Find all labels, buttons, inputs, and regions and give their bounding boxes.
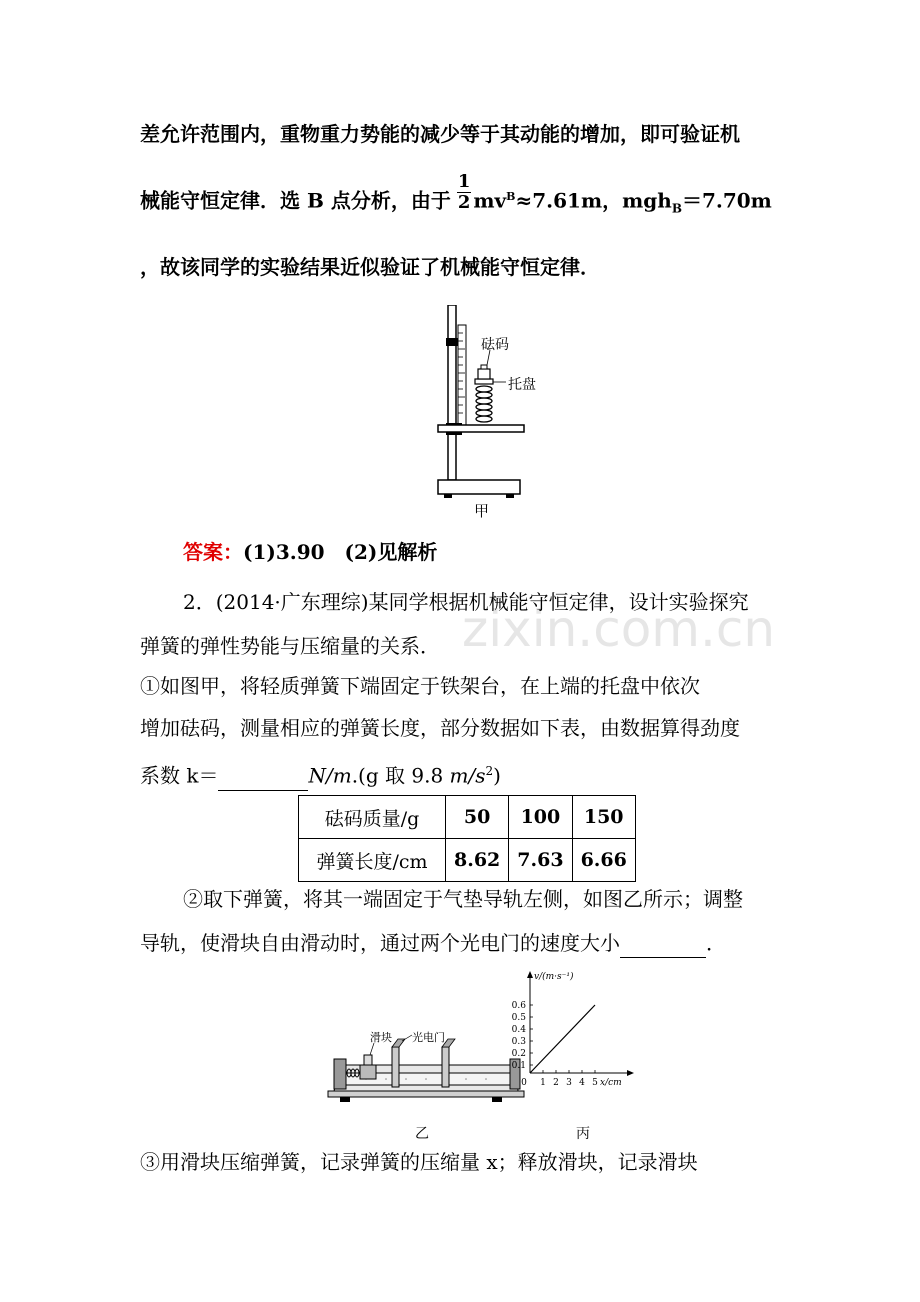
y-tick-labels [512, 1001, 527, 1071]
table-cell: 砝码质量/g [299, 796, 446, 839]
y-tick-label: 0.5 [511, 1013, 526, 1023]
y-tick-label: 0.6 [511, 1001, 526, 1011]
q2-line1: 2．(2014·广东理综)某同学根据机械能守恒定律，设计实验探究 [183, 590, 749, 614]
label-weight: 砝码 [481, 337, 509, 353]
q2-step3-line1: ③用滑块压缩弹簧，记录弹簧的压缩量 x；释放滑块，记录滑块 [140, 1150, 698, 1174]
para-top-line3: ，故该同学的实验结果近似验证了机械能守恒定律． [140, 255, 600, 279]
table-cell: 150 [572, 796, 635, 839]
caption-bing: 丙 [576, 1126, 590, 1142]
caption-jia: 甲 [474, 502, 490, 520]
x-tick-label: 0 [521, 1078, 527, 1088]
answer-line [183, 538, 437, 566]
table-cell: 8.62 [446, 839, 509, 882]
para-top-line1: 差允许范围内，重物重力势能的减少等于其动能的增加，即可验证机 [140, 122, 740, 146]
photogate-2 [442, 1047, 449, 1087]
table-row [299, 839, 636, 882]
photogate-1 [392, 1047, 399, 1087]
x-tick-label: 2 [553, 1078, 559, 1088]
figure-bing-vx-graph [510, 965, 640, 1115]
q2-step1-line2: 增加砝码，测量相应的弹簧长度，部分数据如下表，由数据算得劲度 [140, 716, 740, 740]
label-tray: 托盘 [508, 377, 536, 393]
q2-step2-line1: ②取下弹簧，将其一端固定于气垫导轨左侧，如图乙所示；调整 [183, 887, 743, 911]
x-tick-label: 3 [566, 1078, 572, 1088]
left-end-block [334, 1059, 346, 1089]
y-tick-label: 0.1 [511, 1061, 526, 1071]
table-cell: 7.63 [509, 839, 572, 882]
stand-arm [438, 425, 524, 432]
table-cell: 100 [509, 796, 572, 839]
watermark: zixin.com.cn [462, 600, 776, 658]
y-axis-label: v/(m·s⁻¹) [534, 972, 574, 982]
para-top-line2: 械能守恒定律．选 B 点分析，由于 $\frac{1}{2}$ $mv^B\approx 7.61m$，mgh$_B$＝7.70m [140, 170, 772, 216]
x-tick-labels [521, 1078, 598, 1088]
label-photogate: 光电门 [412, 1031, 445, 1044]
table-cell: 弹簧长度/cm [299, 839, 446, 882]
q2-step2-line2: 导轨，使滑块自由滑动时，通过两个光电门的速度大小 ． [140, 929, 726, 958]
caption-yi: 乙 [415, 1126, 429, 1142]
y-tick-label: 0.2 [511, 1049, 526, 1059]
weight-block [478, 369, 490, 379]
clamp-upper [446, 338, 458, 346]
label-slider: 滑块 [370, 1031, 392, 1044]
y-tick-label: 0.4 [511, 1025, 526, 1035]
y-tick-label: 0.3 [511, 1037, 526, 1047]
track-base [328, 1091, 524, 1097]
stand-base [438, 480, 520, 494]
x-tick-label: 1 [540, 1078, 546, 1088]
table-cell: 50 [446, 796, 509, 839]
answer-blank-speed[interactable] [620, 929, 706, 958]
spring [476, 386, 492, 422]
answer-text: (1)3.90 (2)见解析 [243, 540, 438, 564]
answer-label: 答案： [183, 540, 243, 564]
table-cell: 6.66 [572, 839, 635, 882]
x-tick-label: 5 [592, 1078, 598, 1088]
q2-step1-line1: ①如图甲，将轻质弹簧下端固定于铁架台，在上端的托盘中依次 [140, 674, 700, 698]
para-top-line2-text: 械能守恒定律．选 B 点分析，由于 [140, 188, 451, 213]
ruler [458, 325, 466, 425]
table-row [299, 796, 636, 839]
q2-step1-line3: 系数 k＝ N/m.(g 取 9.8 $m/s^2$) [140, 757, 501, 791]
slider-block [360, 1065, 376, 1079]
stand-pole [448, 305, 456, 480]
q2-line2: 弹簧的弹性势能与压缩量的关系． [140, 634, 440, 658]
x-tick-label: 4 [579, 1078, 585, 1088]
tray [475, 379, 493, 384]
spring-data-table [298, 795, 636, 882]
data-line [530, 1005, 595, 1073]
fraction-one-half: $\frac{1}{2}$ [457, 170, 471, 213]
answer-blank-k[interactable] [218, 762, 308, 791]
x-axis-label: x/cm [600, 1078, 622, 1088]
